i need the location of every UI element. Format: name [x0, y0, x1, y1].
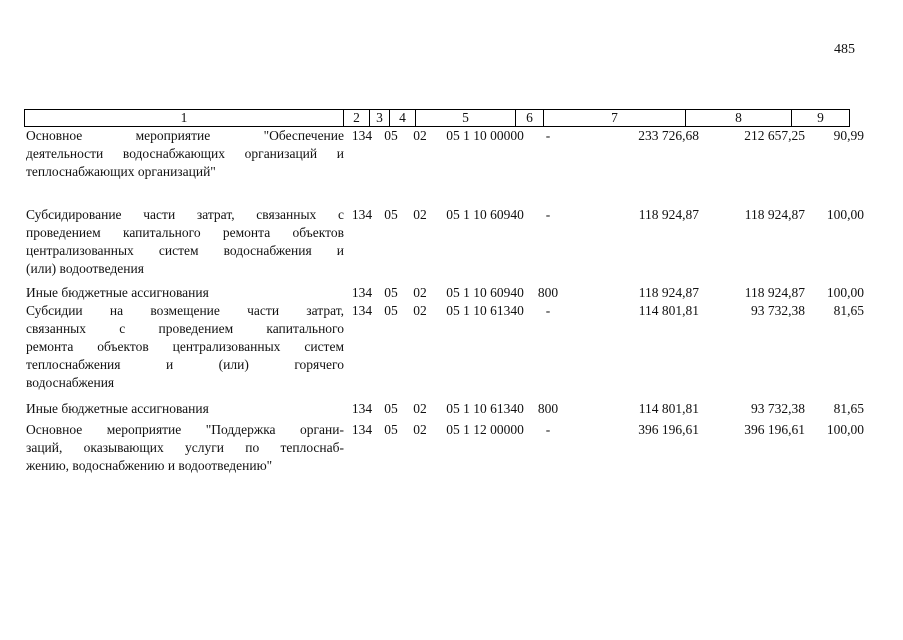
row-name-line: Субсидии на возмещение части затрат, — [26, 303, 344, 318]
cell-code-target: 05 1 10 61340 — [446, 303, 524, 318]
table-row — [24, 421, 870, 473]
cell-code-section: 05 — [384, 401, 398, 416]
row-name-line: заций, оказывающих услуги по теплоснаб- — [26, 440, 344, 455]
header-cell-7: 7 — [544, 109, 686, 127]
cell-code-admin: 134 — [351, 285, 373, 300]
row-name — [26, 400, 344, 418]
cell-code-subsection: 02 — [413, 285, 427, 300]
cell-amount-8: 118 924,87 — [744, 207, 805, 222]
row-name-line: деятельности водоснабжающих организаций и — [26, 146, 344, 161]
header-cell-6: 6 — [516, 109, 544, 127]
cell-amount-7: 118 924,87 — [638, 207, 699, 222]
cell-code-target: 05 1 10 61340 — [446, 401, 524, 416]
cell-code-admin: 134 — [351, 128, 373, 143]
row-name-line: Основное мероприятие "Поддержка органи- — [26, 422, 344, 437]
cell-code-expense: - — [545, 128, 551, 143]
cell-code-subsection: 02 — [413, 207, 427, 222]
cell-code-expense: - — [545, 422, 551, 437]
cell-code-section: 05 — [384, 128, 398, 143]
table-row — [24, 284, 870, 302]
cell-code-subsection: 02 — [413, 303, 427, 318]
cell-code-admin: 134 — [351, 303, 373, 318]
header-cell-5: 5 — [416, 109, 516, 127]
row-name-line: Иные бюджетные ассигнования — [26, 401, 209, 416]
cell-code-expense: 800 — [537, 285, 559, 300]
cell-code-section: 05 — [384, 207, 398, 222]
row-name-line: связанных с проведением капитального — [26, 321, 344, 336]
cell-percent: 90,99 — [833, 128, 864, 143]
row-name — [26, 421, 344, 475]
cell-code-section: 05 — [384, 285, 398, 300]
row-name-line: ремонта объектов централизованных систем — [26, 339, 344, 354]
row-name — [26, 127, 344, 181]
cell-amount-7: 233 726,68 — [638, 128, 699, 143]
cell-code-subsection: 02 — [413, 401, 427, 416]
cell-amount-7: 118 924,87 — [638, 285, 699, 300]
row-name — [26, 206, 344, 278]
row-name-line: жению, водоснабжению и водоотведению" — [26, 458, 273, 473]
cell-amount-8: 93 732,38 — [751, 401, 805, 416]
cell-amount-8: 396 196,61 — [744, 422, 805, 437]
cell-amount-8: 93 732,38 — [751, 303, 805, 318]
row-name-line: Основное мероприятие "Обеспечение — [26, 128, 344, 143]
cell-amount-7: 114 801,81 — [638, 303, 699, 318]
row-name-line: проведением капитального ремонта объектов — [26, 225, 344, 240]
table-row — [24, 302, 870, 390]
cell-code-expense: - — [545, 303, 551, 318]
row-name-line: водоснабжения — [26, 375, 115, 390]
cell-amount-7: 396 196,61 — [638, 422, 699, 437]
cell-code-admin: 134 — [351, 401, 373, 416]
table-row — [24, 127, 870, 179]
row-name — [26, 284, 344, 302]
cell-code-subsection: 02 — [413, 422, 427, 437]
header-cell-2: 2 — [344, 109, 370, 127]
header-cell-1: 1 — [24, 109, 344, 127]
row-name-line: теплоснабжающих организаций" — [26, 164, 216, 179]
cell-amount-7: 114 801,81 — [638, 401, 699, 416]
cell-code-target: 05 1 10 60940 — [446, 207, 524, 222]
row-name-line: (или) водоотведения — [26, 261, 144, 276]
cell-amount-8: 118 924,87 — [744, 285, 805, 300]
header-cell-9: 9 — [792, 109, 850, 127]
row-name-line: Иные бюджетные ассигнования — [26, 285, 209, 300]
header-cell-8: 8 — [686, 109, 792, 127]
cell-code-admin: 134 — [351, 207, 373, 222]
cell-code-expense: 800 — [537, 401, 559, 416]
row-name-line: централизованных систем водоснабжения и — [26, 243, 344, 258]
table-row — [24, 206, 870, 276]
cell-code-expense: - — [545, 207, 551, 222]
cell-code-section: 05 — [384, 303, 398, 318]
header-cell-4: 4 — [390, 109, 416, 127]
cell-code-target: 05 1 10 00000 — [446, 128, 524, 143]
table-header — [24, 109, 870, 127]
cell-code-subsection: 02 — [413, 128, 427, 143]
table-row — [24, 400, 870, 418]
row-name-line: Субсидирование части затрат, связанных с — [26, 207, 344, 222]
header-cell-3: 3 — [370, 109, 390, 127]
cell-code-target: 05 1 10 60940 — [446, 285, 524, 300]
page-number: 485 — [834, 42, 855, 57]
cell-code-section: 05 — [384, 422, 398, 437]
cell-percent: 100,00 — [826, 207, 864, 222]
cell-percent: 81,65 — [833, 401, 864, 416]
cell-amount-8: 212 657,25 — [744, 128, 805, 143]
cell-percent: 81,65 — [833, 303, 864, 318]
cell-percent: 100,00 — [826, 285, 864, 300]
row-name — [26, 302, 344, 392]
row-name-line: теплоснабжения и (или) горячего — [26, 357, 344, 372]
cell-code-admin: 134 — [351, 422, 373, 437]
cell-code-target: 05 1 12 00000 — [446, 422, 524, 437]
cell-percent: 100,00 — [826, 422, 864, 437]
